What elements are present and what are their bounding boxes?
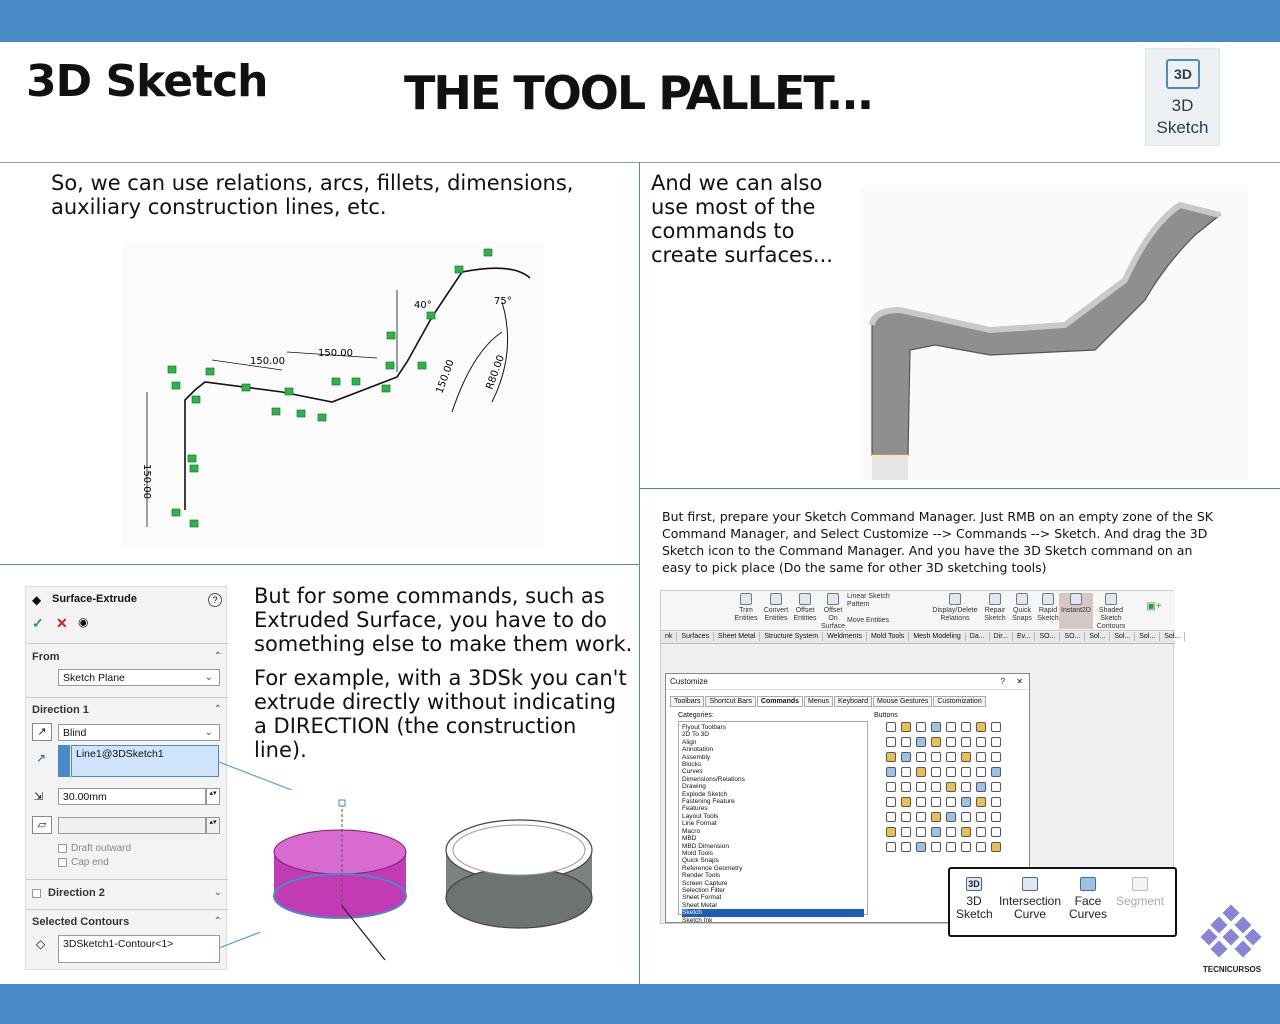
sketch-command-icon[interactable] <box>901 812 911 822</box>
intersection-curve-icon <box>1022 877 1038 891</box>
sketch-command-icon[interactable] <box>991 827 1001 837</box>
category-item[interactable]: Blocks <box>682 761 702 769</box>
dragged-3d-sketch-icon[interactable]: ▣+ <box>1146 601 1162 612</box>
sketch-command-icon[interactable] <box>961 752 971 762</box>
sketch-command-icon[interactable] <box>961 767 971 777</box>
selected-contours-field[interactable]: 3DSketch1-Contour<1> <box>58 935 220 963</box>
dim-angle-2: 75° <box>494 296 512 307</box>
sketch-command-icon[interactable] <box>991 797 1001 807</box>
tecnicursos-logo <box>1200 905 1264 974</box>
chevron-up-icon: ⌃ <box>213 704 222 715</box>
sketch-command-icon[interactable] <box>946 767 956 777</box>
category-item[interactable]: Annotation <box>682 746 714 754</box>
depth-spinner[interactable]: ▴▾ <box>206 788 220 805</box>
category-item[interactable]: Render Tools <box>682 872 721 880</box>
logo-label: 3D Sketch <box>1156 96 1209 137</box>
sketch-command-icon[interactable] <box>961 812 971 822</box>
dim-3: 150.00 <box>141 464 152 499</box>
sketch-command-icon[interactable] <box>931 737 941 747</box>
sketch-command-icon[interactable] <box>991 752 1001 762</box>
category-item[interactable]: Sketch Ink <box>682 916 713 924</box>
sketch-command-icon[interactable] <box>931 812 941 822</box>
tab-shortcut-bars[interactable]: Shortcut Bars <box>705 696 755 707</box>
sketch-command-icon[interactable] <box>976 827 986 837</box>
sketch-command-icon[interactable] <box>931 767 941 777</box>
sketch-command-icon[interactable] <box>886 842 896 852</box>
category-item[interactable]: Dimensions/Relations <box>682 775 745 783</box>
sketch-command-icon[interactable] <box>961 722 971 732</box>
sketch-command-icon[interactable] <box>991 782 1001 792</box>
reverse-direction-icon[interactable]: ↗ <box>32 723 52 741</box>
sketch-command-icon[interactable] <box>976 782 986 792</box>
cap-end-checkbox[interactable]: Cap end <box>58 857 109 868</box>
category-item[interactable]: Align <box>682 738 697 746</box>
tab-mouse-gestures[interactable]: Mouse Gestures <box>873 696 932 707</box>
sketch-command-icon[interactable] <box>916 767 926 777</box>
category-item[interactable]: Selection Filter <box>682 886 725 894</box>
tab-sol-1[interactable]: Sol... <box>1085 632 1110 641</box>
3d-sketch-icon: 3D <box>1166 59 1200 89</box>
3d-sketch-icon: 3D <box>966 877 982 891</box>
sketch-command-icon[interactable] <box>931 827 941 837</box>
category-item[interactable]: Features <box>682 805 708 813</box>
sketch-command-icon[interactable] <box>916 782 926 792</box>
text-extruded-surface: But for some commands, such as Extruded Surface, you have to do something else to make them work. <box>254 584 633 656</box>
sketch-command-icon[interactable] <box>901 767 911 777</box>
tab-sheet-metal[interactable]: Sheet Metal <box>714 632 760 641</box>
tecnicursos-mark-icon <box>1203 905 1261 961</box>
offset-entities-button[interactable]: Offset Entities <box>791 593 819 623</box>
tab-ink[interactable]: nk <box>661 632 677 641</box>
from-label: From <box>32 651 60 663</box>
tab-customization[interactable]: Customization <box>933 696 985 707</box>
sketch-command-icon[interactable] <box>976 842 986 852</box>
sketch-command-icon[interactable] <box>916 827 926 837</box>
sketch-command-icon[interactable] <box>886 752 896 762</box>
category-item[interactable]: Quick Snaps <box>682 857 719 865</box>
segment-icon <box>1132 877 1148 891</box>
sketch-command-icon[interactable] <box>916 812 926 822</box>
sketch-command-icon[interactable] <box>961 737 971 747</box>
dim-angle-1: 40° <box>414 300 432 311</box>
tab-sol-4[interactable]: Sol... <box>1160 632 1185 641</box>
sketch-command-icon[interactable] <box>931 722 941 732</box>
ok-button[interactable]: ✓ <box>32 615 44 631</box>
category-item[interactable]: Flyout Toolbars <box>682 724 726 731</box>
category-item[interactable]: Macro <box>682 827 701 835</box>
rapid-sketch-button[interactable]: Rapid Sketch <box>1035 593 1061 623</box>
text-relations: So, we can use relations, arcs, fillets, dimensions, auxiliary construction lines, etc. <box>51 171 574 219</box>
sketch-command-icon[interactable] <box>961 842 971 852</box>
sketch-command-icon[interactable] <box>961 827 971 837</box>
tab-commands[interactable]: Commands <box>757 696 803 707</box>
direction-arrow-icon: ↗ <box>36 751 47 765</box>
category-item[interactable]: 2D To 3D <box>682 731 709 739</box>
draft-spinner[interactable]: ▴▾ <box>206 817 220 834</box>
tab-structure-system[interactable]: Structure System <box>760 632 823 641</box>
dim-1: 150.00 <box>250 356 285 367</box>
section-title: 3D Sketch <box>26 56 268 107</box>
tab-toolbars[interactable]: Toolbars <box>670 696 704 707</box>
sketch-command-icon[interactable] <box>991 767 1001 777</box>
sketch-command-icon[interactable] <box>916 737 926 747</box>
contours-label: Selected Contours <box>32 916 130 928</box>
sketch-command-icon[interactable] <box>991 842 1001 852</box>
sketch-command-icon[interactable] <box>916 797 926 807</box>
chevron-up-icon: ⌃ <box>213 916 222 927</box>
close-icon[interactable]: ✕ <box>1016 677 1023 686</box>
category-item[interactable]: Assembly <box>682 753 711 761</box>
sketch-command-icon[interactable] <box>901 797 911 807</box>
segment-button[interactable]: Segment <box>1110 877 1170 908</box>
chevron-down-icon: ⌄ <box>213 887 222 898</box>
sketch-command-icon[interactable] <box>886 782 896 792</box>
tab-so-2[interactable]: SO... <box>1060 632 1085 641</box>
sketch-command-icon[interactable] <box>991 737 1001 747</box>
sketch-command-icon[interactable] <box>901 752 911 762</box>
tab-surfaces[interactable]: Surfaces <box>677 632 714 641</box>
sketch-ribbon <box>661 591 1175 631</box>
draft-icon[interactable]: ▱ <box>32 816 52 834</box>
category-item[interactable]: Layout Tools <box>682 812 719 820</box>
dialog-title: Customize <box>670 677 708 686</box>
repair-sketch-button[interactable]: Repair Sketch <box>981 593 1009 623</box>
shaded-contours-button[interactable]: Shaded Sketch Contours <box>1093 593 1129 631</box>
command-manager-tabs <box>661 632 1181 644</box>
sketch-command-icon[interactable] <box>901 737 911 747</box>
category-item[interactable]: Sheet Metal <box>682 901 717 909</box>
pm-title: Surface-Extrude <box>52 593 137 605</box>
tab-mold-tools[interactable]: Mold Tools <box>867 632 909 641</box>
depth-icon: ⇲ <box>34 791 44 803</box>
brand-name: TECNICURSOS <box>1202 965 1262 974</box>
bottom-band <box>0 984 1280 1024</box>
text-instructions: But first, prepare your Sketch Command Manager. Just RMB on an empty zone of the SK Command Manager, and Select Customize --> Commands --> Sketch. And drag the 3D Sketch icon to the Command Manager. And you have the 3D Sketch command on an easy to pick place (Do the same for other 3D sketching tools) <box>662 509 1213 575</box>
tab-mesh-modeling[interactable]: Mesh Modeling <box>909 632 965 641</box>
category-item[interactable]: Explode Sketch <box>682 790 728 798</box>
sketch-command-icon[interactable] <box>961 782 971 792</box>
draft-outward-checkbox[interactable]: Draft outward <box>58 843 131 854</box>
category-item[interactable]: Screen Capture <box>682 879 728 887</box>
sketch-command-icon[interactable] <box>976 812 986 822</box>
sketch-command-icon[interactable] <box>946 737 956 747</box>
slide-title: THE TOOL PALLET... <box>404 66 873 120</box>
sketch-command-icon[interactable] <box>886 797 896 807</box>
tab-menus[interactable]: Menus <box>804 696 833 707</box>
category-item[interactable]: Drawing <box>682 783 706 791</box>
sketch-command-icon[interactable] <box>961 797 971 807</box>
sketch-command-icon[interactable] <box>946 782 956 792</box>
sketch-command-icon[interactable] <box>946 722 956 732</box>
display-relations-button[interactable]: Display/Delete Relations <box>931 593 979 623</box>
text-surfaces: And we can also use most of the commands to create surfaces... <box>651 171 833 267</box>
tab-keyboard[interactable]: Keyboard <box>834 696 872 707</box>
preview-eye-icon[interactable]: ◉ <box>78 615 89 629</box>
tab-sol-2[interactable]: Sol... <box>1110 632 1135 641</box>
category-item[interactable]: Line Format <box>682 820 717 828</box>
face-curves-button[interactable]: Face Curves <box>1068 877 1108 921</box>
sketch-command-icon[interactable] <box>946 812 956 822</box>
3d-sketch-button[interactable]: 3D 3D Sketch <box>956 879 993 921</box>
sketch-command-icon[interactable] <box>946 827 956 837</box>
category-item[interactable]: MBD <box>682 835 697 843</box>
sketch-command-icon[interactable] <box>976 737 986 747</box>
text-direction: For example, with a 3DSk you can't extrude directly without indicating a DIRECTION (the construction line). <box>254 666 627 762</box>
sketch-command-icon[interactable] <box>901 782 911 792</box>
sketch-command-icon[interactable] <box>886 737 896 747</box>
sketch-command-icon[interactable] <box>916 752 926 762</box>
help-icon[interactable]: ? <box>208 593 222 607</box>
sketch-command-icon[interactable] <box>991 722 1001 732</box>
tab-data[interactable]: Da... <box>966 632 990 641</box>
direction-reference-field[interactable]: Line1@3DSketch1 <box>71 745 219 777</box>
quick-snaps-button[interactable]: Quick Snaps <box>1009 593 1035 623</box>
depth-input[interactable]: 30.00mm <box>58 788 206 805</box>
face-curves-icon <box>1080 877 1096 891</box>
sketch-command-icon[interactable] <box>901 842 911 852</box>
sketch-command-icon[interactable] <box>946 797 956 807</box>
tab-evaluate[interactable]: Ev... <box>1013 632 1035 641</box>
end-condition-select[interactable]: Blind ⌄ <box>58 724 220 741</box>
chevron-down-icon: ⌄ <box>204 672 213 683</box>
instant2d-button[interactable]: Instant2D <box>1059 593 1093 629</box>
sketch-command-icon[interactable] <box>931 782 941 792</box>
category-item[interactable]: Mold Tools <box>682 849 713 857</box>
trim-entities-button[interactable]: Trim Entities <box>731 593 761 623</box>
dim-radius: R80.00 <box>484 353 507 392</box>
cancel-button[interactable]: ✕ <box>56 615 68 631</box>
chevron-down-icon: ⌄ <box>204 727 213 738</box>
tab-weldments[interactable]: Weldments <box>823 632 867 641</box>
category-item[interactable]: Curves <box>682 768 703 776</box>
sketch-command-icon[interactable] <box>976 722 986 732</box>
category-item[interactable]: Reference Geometry <box>682 864 743 872</box>
help-icon[interactable]: ? <box>1000 677 1005 686</box>
category-item[interactable]: Sheet Format <box>682 894 722 902</box>
direction1-label: Direction 1 <box>32 704 89 716</box>
sketch-command-icon[interactable] <box>931 842 941 852</box>
sketch-command-icon[interactable] <box>886 767 896 777</box>
3d-sketch-palette <box>948 867 1177 937</box>
dim-2: 150.00 <box>318 348 353 359</box>
buttons-grid[interactable] <box>886 722 1016 862</box>
sketch-command-icon[interactable] <box>976 797 986 807</box>
tab-sol-3[interactable]: Sol... <box>1135 632 1160 641</box>
sketch-command-icon[interactable] <box>946 752 956 762</box>
intersection-curve-button[interactable]: Intersection Curve <box>996 877 1064 921</box>
surface-extrude-icon: ◆ <box>32 593 42 607</box>
sketch-command-icon[interactable] <box>886 722 896 732</box>
buttons-label: Buttons <box>874 712 898 719</box>
linear-pattern-button[interactable]: Linear Sketch Pattern Move Entities <box>847 593 890 624</box>
categories-list[interactable] <box>678 721 868 924</box>
sketch-command-icon[interactable] <box>976 767 986 777</box>
extrude-preview-image <box>260 790 638 972</box>
sketch-command-icon[interactable] <box>991 812 1001 822</box>
sketch-command-icon[interactable] <box>901 722 911 732</box>
category-item[interactable]: MBD Dimension <box>682 842 729 850</box>
sketch-command-icon[interactable] <box>886 812 896 822</box>
category-item[interactable]: Sketch <box>682 909 864 916</box>
from-select[interactable]: Sketch Plane ⌄ <box>58 669 220 686</box>
category-item[interactable]: Fastening Feature <box>682 798 735 806</box>
sketch-command-icon[interactable] <box>946 842 956 852</box>
tab-direct[interactable]: Dir... <box>990 632 1013 641</box>
tab-so-1[interactable]: SO... <box>1035 632 1060 641</box>
sketch-command-icon[interactable] <box>931 797 941 807</box>
dialog-tabs <box>670 696 987 707</box>
sketch-command-icon[interactable] <box>916 722 926 732</box>
sketch-command-icon[interactable] <box>901 827 911 837</box>
dim-4: 150.00 <box>434 358 457 396</box>
categories-label: Categories: <box>678 712 714 719</box>
chevron-up-icon: ⌃ <box>213 651 222 662</box>
sketch-command-icon[interactable] <box>886 827 896 837</box>
direction2-label: Direction 2 <box>48 887 105 899</box>
sketch-command-icon[interactable] <box>916 842 926 852</box>
sketch-command-icon[interactable] <box>976 752 986 762</box>
contour-icon: ◇ <box>36 937 46 951</box>
convert-entities-button[interactable]: Convert Entities <box>761 593 791 623</box>
sketch-command-icon[interactable] <box>931 752 941 762</box>
offset-on-surface-button[interactable]: Offset On Surface <box>819 593 847 631</box>
